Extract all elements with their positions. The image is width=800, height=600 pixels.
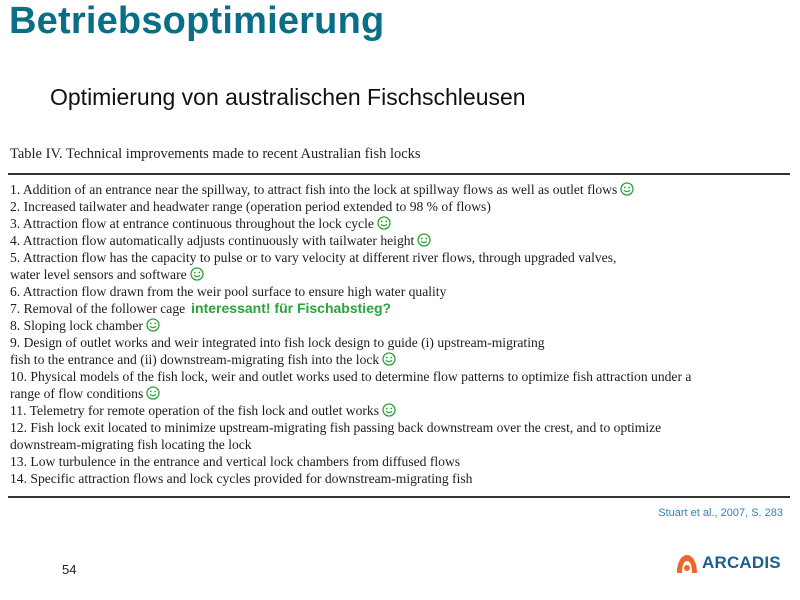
list-item [10, 402, 790, 419]
list-item-line [10, 232, 790, 249]
list-item [10, 232, 790, 249]
list-item-line [10, 181, 790, 198]
smiley-face-icon [146, 318, 160, 332]
smiley-face-icon [417, 233, 431, 247]
list-item [10, 215, 790, 232]
list-item-text: water level sensors and software [10, 267, 187, 282]
logo-text: ARCADIS [702, 553, 781, 572]
list-item-text: range of flow conditions [10, 386, 144, 401]
list-item-line [10, 470, 790, 487]
arcadis-logo-icon [676, 553, 698, 573]
list-item [10, 283, 790, 300]
list-item-text: 10. Physical models of the fish lock, weir and outlet works used to determine flow patterns to optimize fish attraction under a [10, 369, 692, 384]
list-item-text: downstream-migrating fish locating the lock [10, 437, 252, 452]
list-item-text: 4. Attraction flow automatically adjusts continuously with tailwater height [10, 233, 415, 248]
list-item-text: 11. Telemetry for remote operation of the fish lock and outlet works [10, 403, 379, 418]
list-item-line [10, 436, 790, 453]
list-item [10, 453, 790, 470]
list-item [10, 470, 790, 487]
smiley-face-icon [146, 386, 160, 400]
table-caption: Table IV. Technical improvements made to recent Australian fish locks [10, 146, 421, 162]
list-item [10, 198, 790, 215]
citation: Stuart et al., 2007, S. 283 [658, 507, 783, 519]
list-item [10, 300, 790, 317]
list-item [10, 249, 790, 283]
list-item-line [10, 368, 790, 385]
list-item-line [10, 249, 790, 266]
list-item-text: 3. Attraction flow at entrance continuous throughout the lock cycle [10, 216, 374, 231]
list-item-text: 5. Attraction flow has the capacity to pulse or to vary velocity at different river flows, through upgraded valves, [10, 250, 617, 265]
list-item [10, 419, 790, 453]
list-item-line [10, 198, 790, 215]
list-item-line [10, 215, 790, 232]
smiley-face-icon [377, 216, 391, 230]
table-top-rule [8, 173, 790, 175]
slide-title: Betriebsoptimierung [9, 0, 385, 42]
list-item-text: 2. Increased tailwater and headwater range (operation period extended to 98 % of flows) [10, 199, 491, 214]
list-item-line [10, 385, 790, 402]
smiley-face-icon [190, 267, 204, 281]
list-item-line [10, 317, 790, 334]
list-item-line [10, 453, 790, 470]
list-item-text: 8. Sloping lock chamber [10, 318, 143, 333]
page-number: 54 [62, 562, 77, 577]
smiley-face-icon [382, 403, 396, 417]
list-item [10, 181, 790, 198]
slide-subtitle: Optimierung von australischen Fischschleusen [50, 84, 526, 110]
list-item-line [10, 300, 790, 317]
list-item-text: 12. Fish lock exit located to minimize upstream-migrating fish passing back downstream over the crest, and to optimize [10, 420, 662, 435]
list-item-line [10, 283, 790, 300]
improvement-list [10, 181, 790, 487]
list-item-line [10, 351, 790, 368]
list-item-text: 6. Attraction flow drawn from the weir pool surface to ensure high water quality [10, 284, 447, 299]
list-item-text: 7. Removal of the follower cage [10, 301, 186, 316]
list-item-text: fish to the entrance and (ii) downstream-migrating fish into the lock [10, 352, 380, 367]
list-item-line [10, 266, 790, 283]
arcadis-logo [676, 553, 781, 573]
list-item [10, 334, 790, 368]
list-item-line [10, 419, 790, 436]
list-item-text: 13. Low turbulence in the entrance and vertical lock chambers from diffused flows [10, 454, 461, 469]
annotation-note: interessant! für Fischabstieg? [191, 300, 392, 316]
list-item [10, 317, 790, 334]
smiley-face-icon [620, 182, 634, 196]
table-bottom-rule [8, 496, 790, 498]
list-item-line [10, 402, 790, 419]
list-item-text: 14. Specific attraction flows and lock cycles provided for downstream-migrating fish [10, 471, 473, 486]
smiley-face-icon [382, 352, 396, 366]
list-item-text: 1. Addition of an entrance near the spillway, to attract fish into the lock at spillway flows as well as outlet flows [10, 182, 618, 197]
list-item-text: 9. Design of outlet works and weir integrated into fish lock design to guide (i) upstream-migrating [10, 335, 545, 350]
list-item-line [10, 334, 790, 351]
list-item [10, 368, 790, 402]
